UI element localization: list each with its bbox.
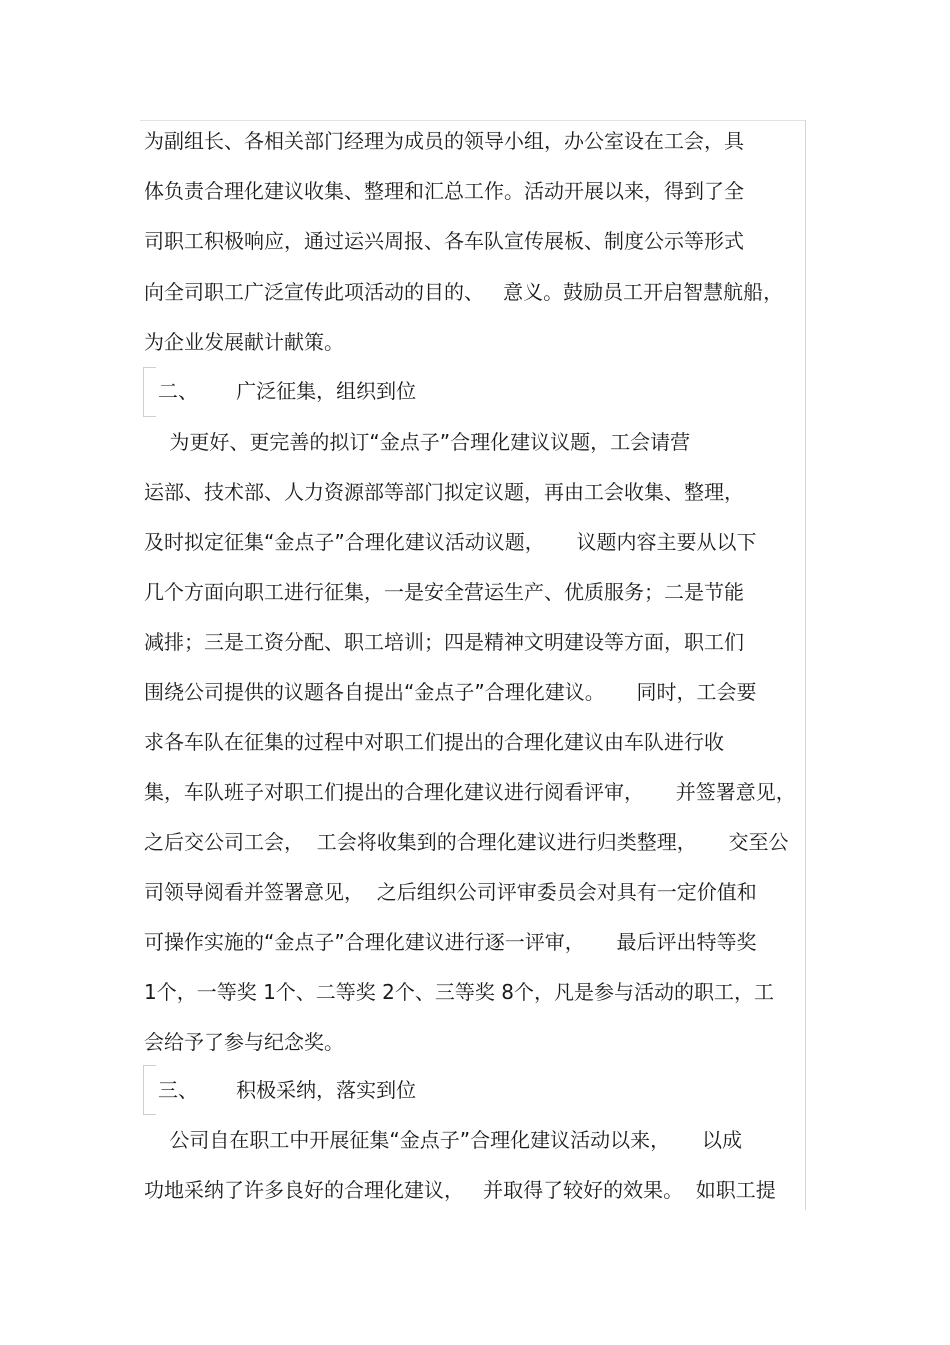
section-heading (158, 1077, 416, 1103)
paragraph-line: 为更好、更完善的拟订“金点子”合理化建议议题，工会请营 (144, 430, 691, 454)
page-top-border (140, 120, 806, 121)
paragraph-line: 体负责合理化建议收集、整理和汇总工作。活动开展以来，得到了全 (144, 179, 744, 203)
paragraph-line: 司职工积极响应，通过运兴周报、各车队宣传展板、制度公示等形式 (144, 229, 744, 253)
paragraph-line: 公司自在职工中开展征集“金点子”合理化建议活动以来， 以成 (144, 1128, 742, 1152)
section-title: 积极采纳，落实到位 (236, 1078, 417, 1102)
paragraph-line: 可操作实施的“金点子”合理化建议进行逐一评审， 最后评出特等奖 (144, 930, 757, 954)
paragraph-line: 为副组长、各相关部门经理为成员的领导小组，办公室设在工会，具 (144, 129, 744, 153)
paragraph-line: 之后交公司工会， 工会将收集到的合理化建议进行归类整理， 交至公 (144, 830, 789, 854)
paragraph-line: 几个方面向职工进行征集，一是安全营运生产、优质服务；二是节能 (144, 580, 744, 604)
paragraph-line: 围绕公司提供的议题各自提出“金点子”合理化建议。 同时，工会要 (144, 680, 757, 704)
paragraph-line: 司领导阅看并签署意见， 之后组织公司评审委员会对具有一定价值和 (144, 880, 757, 904)
paragraph-line: 运部、技术部、人力资源部等部门拟定议题，再由工会收集、整理， (144, 480, 744, 504)
paragraph-line: 减排；三是工资分配、职工培训；四是精神文明建设等方面，职工们 (144, 630, 744, 654)
paragraph-line: 求各车队在征集的过程中对职工们提出的合理化建议由车队进行收 (144, 730, 724, 754)
paragraph-line: 向全司职工广泛宣传此项活动的目的、 意义。鼓励员工开启智慧航船， (144, 280, 784, 304)
section-number: 二、 (158, 379, 198, 403)
section-title: 广泛征集，组织到位 (236, 379, 417, 403)
section-heading (158, 378, 416, 404)
paragraph-line: 及时拟定征集“金点子”合理化建议活动议题， 议题内容主要从以下 (144, 530, 757, 554)
page-right-border (805, 120, 806, 1210)
heading-bracket (143, 1065, 156, 1115)
paragraph-line: 为企业发展献计献策。 (144, 330, 344, 354)
paragraph-line: 功地采纳了许多良好的合理化建议， 并取得了较好的效果。 如职工提 (144, 1178, 776, 1202)
paragraph-line: 集，车队班子对职工们提出的合理化建议进行阅看评审， 并签署意见， (144, 780, 796, 804)
paragraph-line: 1个，一等奖 1个、二等奖 2个、三等奖 8个，凡是参与活动的职工，工 (144, 980, 774, 1004)
paragraph-line: 会给予了参与纪念奖。 (144, 1030, 344, 1054)
section-number: 三、 (158, 1078, 198, 1102)
heading-bracket (143, 367, 156, 417)
